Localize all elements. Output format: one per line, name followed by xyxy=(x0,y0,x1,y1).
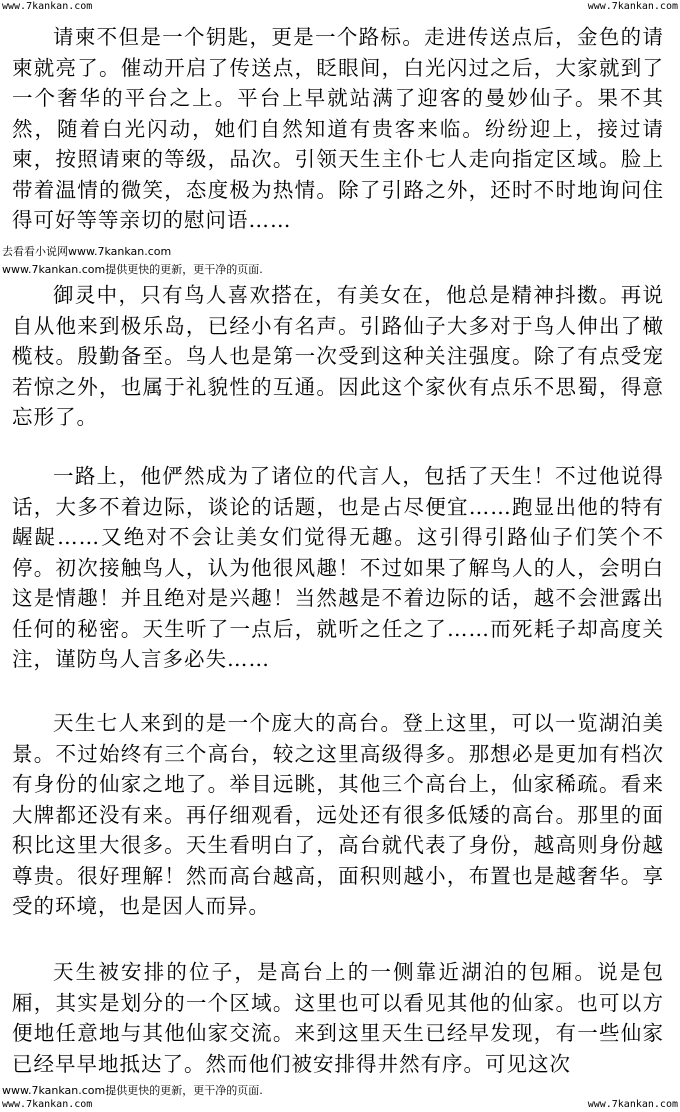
header-site-right: www.7kankan.com xyxy=(587,1,678,12)
paragraph-5: 天生被安排的位子，是高台上的一侧靠近湖泊的包厢。说是包厢，其实是划分的一个区域。这里也可以看见其他的仙家。也可以方便地任意地与其他仙家交流。来到这里天生已经早发现，有一些仙家已经早早地抵达了。然而他们被安排得井然有序。可见这次 xyxy=(12,960,664,1076)
footer-site-left: www.7kankan.com xyxy=(2,1099,93,1110)
site-note: 去看看小说网www.7kankan.com xyxy=(2,245,172,258)
site-note: www.7kankan.com提供更快的更新，更干净的页面. xyxy=(2,1084,263,1097)
site-note: www.7kankan.com提供更快的更新，更干净的页面. xyxy=(2,263,263,276)
page-footer xyxy=(0,1098,680,1112)
paragraph-3: 一路上，他俨然成为了诸位的代言人，包括了天生！不过他说得话，大多不着边际，谈论的话题，也是占尽便宜……跑显出他的特有龌龊……又绝对不会让美女们觉得无趣。这引得引路仙子们笑个不停。初次接触鸟人，认为他很风趣！不过如果了解鸟人的人，会明白这是情趣！并且绝对是兴趣！当然越是不着边际的话，越不会泄露出任何的秘密。天生听了一点后，就听之任之了……而死耗子却高度关注，谨防鸟人言多必失…… xyxy=(12,464,664,671)
paragraph-4: 天生七人来到的是一个庞大的高台。登上这里，可以一览湖泊美景。不过始终有三个高台，较之这里高级得多。那想必是更加有档次有身份的仙家之地了。举目远眺，其他三个高台上，仙家稀疏。看来大牌都还没有来。再仔细观看，远处还有很多低矮的高台。那里的面积比这里大很多。天生看明白了，高台就代表了身份，越高则身份越尊贵。很好理解！然而高台越高，面积则越小，布置也是越奢华。享受的环境，也是因人而异。 xyxy=(12,711,664,918)
header-site-left: www.7kankan.com xyxy=(2,1,93,12)
paragraph-1: 请柬不但是一个钥匙，更是一个路标。走进传送点后，金色的请柬就亮了。催动开启了传送点，眨眼间，白光闪过之后，大家就到了一个奢华的平台之上。平台上早就站满了迎客的曼妙仙子。果不其然，随着白光闪动，她们自然知道有贵客来临。纷纷迎上，接过请柬，按照请柬的等级，品次。引领天生主仆七人走向指定区域。脸上带着温情的微笑，态度极为热情。除了引路之外，还时不时地询问住得可好等等亲切的慰问语…… xyxy=(12,25,664,232)
page-header xyxy=(0,0,680,14)
footer-site-right: www.7kankan.com xyxy=(587,1099,678,1110)
paragraph-2: 御灵中，只有鸟人喜欢搭在，有美女在，他总是精神抖擞。再说自从他来到极乐岛，已经小有名声。引路仙子大多对于鸟人伸出了橄榄枝。殷勤备至。鸟人也是第一次受到这种关注强度。除了有点受宠若惊之外，也属于礼貌性的互通。因此这个家伙有点乐不思蜀，得意忘形了。 xyxy=(12,283,664,429)
